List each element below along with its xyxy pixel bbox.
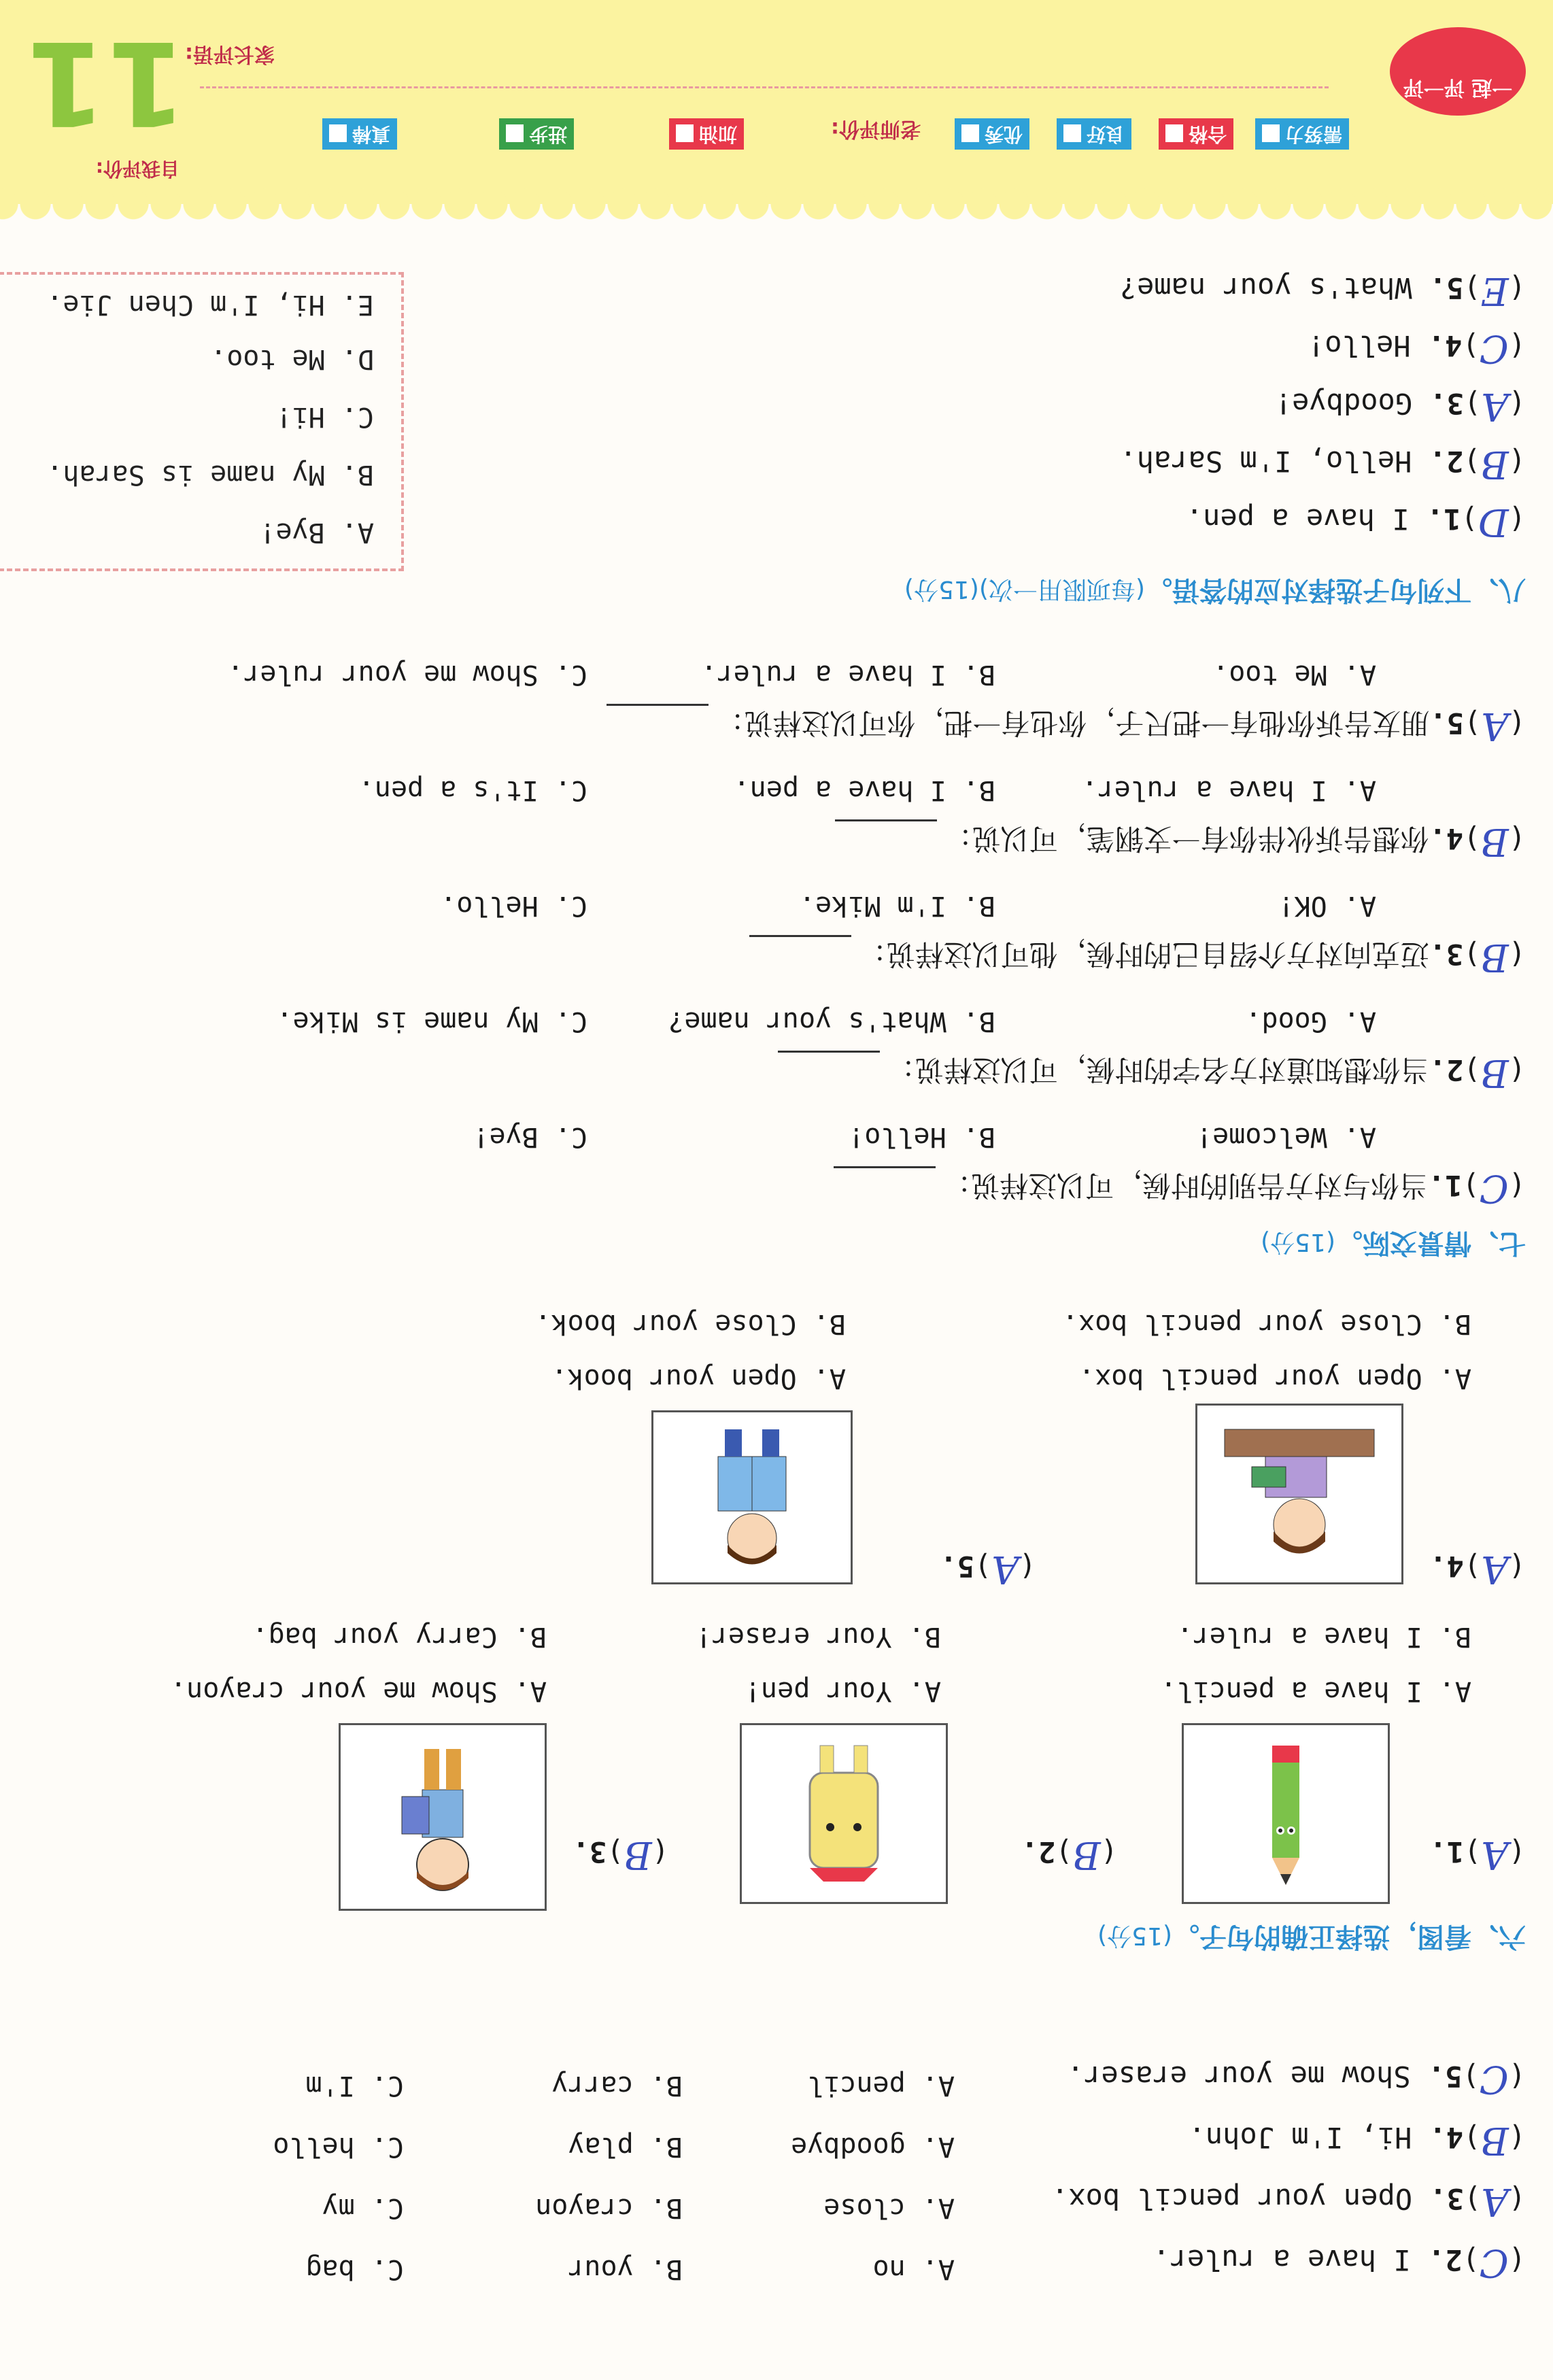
s6-item: (B)2.: [1021, 1833, 1118, 1877]
girl-pencil-box-icon: [1211, 1416, 1388, 1572]
s5-question: (B)4. Hi, I'm John.: [1188, 2118, 1526, 2162]
page-number: 11: [25, 15, 186, 150]
s8-question: (C)4. Hello!: [1307, 326, 1526, 371]
section-7-title: 七、情景交际。(15分): [1261, 1227, 1526, 1259]
s7-option: A. Me too.: [1212, 659, 1376, 690]
teacher-eval-label: 老师评价:: [831, 117, 921, 141]
picture-girl-pencil-box: [1195, 1404, 1403, 1584]
checkbox[interactable]: [676, 124, 694, 142]
s5-question: (C)5. Show me your eraser.: [1066, 2057, 1526, 2101]
s5-option: A. pencil: [807, 2070, 955, 2101]
self-eval-option[interactable]: 真棒: [322, 118, 397, 150]
s8-answer: B: [1480, 442, 1509, 486]
match-option: C. Hi!: [275, 401, 374, 432]
picture-pencil: [1182, 1723, 1390, 1904]
s8-question: (A)3. Goodbye!: [1274, 384, 1526, 428]
s8-answer: A: [1481, 384, 1509, 428]
s7-option: C. It's a pen.: [358, 775, 587, 806]
s6-item: (A)1.: [1429, 1833, 1526, 1877]
s7-option: C. My name is Mike.: [276, 1006, 587, 1037]
section-6-title: 六、看图，选择正确的句子。(15分): [1097, 1921, 1526, 1952]
s5-question: (A)3. Open your pencil box.: [1051, 2179, 1526, 2224]
parent-comment-line: [200, 86, 1329, 88]
section-8-title: 八、下列句子选择对应的答语。(每项限用一次)(15分): [904, 575, 1526, 606]
s5-option: C. my: [322, 2192, 404, 2224]
s5-option: A. close: [823, 2192, 955, 2224]
s5-option: C. bag: [305, 2254, 404, 2285]
s7-option: B. I have a ruler.: [700, 659, 995, 690]
boy-reading-icon: [670, 1423, 834, 1572]
picture-eraser: [740, 1723, 948, 1904]
teacher-eval-option[interactable]: 合格: [1159, 118, 1233, 150]
s6-item: (A)5.: [940, 1547, 1036, 1591]
s6-option: B. Close your book.: [534, 1308, 846, 1340]
checkbox[interactable]: [506, 124, 524, 142]
s6-option: A. Open your pencil box.: [1078, 1363, 1471, 1394]
self-eval-option[interactable]: 加油: [669, 118, 744, 150]
s5-option: C. hello: [273, 2131, 404, 2162]
s8-question: (D)1. I have a pen.: [1185, 500, 1526, 544]
s7-option: C. Show me your ruler.: [227, 659, 587, 690]
picture-boy-reading: [651, 1410, 853, 1584]
s5-option: B. play: [568, 2131, 683, 2162]
checkbox[interactable]: [1165, 124, 1183, 142]
match-option: D. Me too.: [210, 343, 374, 375]
s6-option: A. Your pen!: [745, 1676, 941, 1707]
parent-eval-label: 家长评语:: [185, 42, 275, 66]
s5-option: C. I'm: [305, 2070, 404, 2101]
s7-question: (B)3.迈克向对方介绍自己的时候，他可以这样说：: [749, 935, 1526, 979]
s6-option: B. Carry your bag.: [252, 1621, 547, 1652]
s7-question: (A)5.朋友告诉你他有一把尺子，你也有一把，你可以这样说：: [607, 704, 1526, 748]
s7-question: (B)4.你想告诉伙伴你有一支钢笔，可以说：: [835, 819, 1526, 864]
s7-question: (B)2.当你想知道对方名字的时候，可以这样说：: [778, 1051, 1526, 1095]
s5-option: A. no: [872, 2254, 955, 2285]
s7-question: (C)1.当你与对方告别的时候，可以这样说：: [834, 1166, 1526, 1210]
s5-option: B. carry: [551, 2070, 683, 2101]
header-band: [0, 0, 1553, 204]
s6-item: (A)4.: [1429, 1547, 1526, 1591]
pencil-icon: [1245, 1735, 1327, 1892]
s7-option: C. Bye!: [473, 1121, 587, 1153]
picture-boy-with-bag: [339, 1723, 547, 1911]
s8-answer: D: [1478, 500, 1509, 544]
checkbox[interactable]: [329, 124, 347, 142]
s7-option: A. Good.: [1245, 1006, 1376, 1037]
s7-option: C. Hello.: [440, 890, 587, 921]
s7-option: B. Hello!: [848, 1121, 995, 1153]
s5-option: B. your: [568, 2254, 683, 2285]
s7-option: A. Welcome!: [1196, 1121, 1376, 1153]
checkbox[interactable]: [961, 124, 979, 142]
s5-option: A. goodbye: [791, 2131, 955, 2162]
checkbox[interactable]: [1063, 124, 1081, 142]
checkbox[interactable]: [1262, 124, 1280, 142]
s6-option: B. Your eraser!: [695, 1621, 941, 1652]
s8-answer: C: [1479, 326, 1509, 371]
s6-option: A. I have a pencil.: [1160, 1676, 1471, 1707]
s8-answer: E: [1480, 269, 1509, 313]
self-eval-option[interactable]: 进步: [499, 118, 574, 150]
s8-question: (B)2. Hello, I'm Sarah.: [1119, 442, 1526, 486]
eraser-icon: [776, 1739, 912, 1888]
s7-option: A. OK!: [1278, 890, 1376, 921]
teacher-eval-option[interactable]: 需努力: [1255, 118, 1349, 150]
match-option: B. My name is Sarah.: [46, 459, 374, 490]
answer-options-box: [0, 272, 404, 571]
match-option: A. Bye!: [259, 517, 374, 548]
s6-item: (B)3.: [572, 1833, 669, 1877]
eval-badge: 一起 评一评: [1390, 27, 1526, 116]
teacher-eval-option[interactable]: 优秀: [955, 118, 1029, 150]
s8-question: (E)5. What's your name?: [1119, 269, 1526, 313]
s6-option: B. Close your pencil box.: [1061, 1308, 1471, 1340]
self-eval-label: 自我评价:: [95, 158, 180, 180]
boy-with-bag-icon: [385, 1735, 500, 1899]
teacher-eval-option[interactable]: 良好: [1057, 118, 1131, 150]
s7-option: B. What's your name?: [668, 1006, 995, 1037]
s6-option: A. Show me your crayon.: [170, 1676, 547, 1707]
s6-option: A. Open your book.: [551, 1363, 846, 1394]
s5-option: B. crayon: [535, 2192, 683, 2224]
match-option: E. Hi, I'm Chen Jie.: [46, 289, 374, 320]
s7-option: A. I have a ruler.: [1081, 775, 1376, 806]
s6-option: B. I have a ruler.: [1176, 1621, 1471, 1652]
s7-option: B. I'm Mike.: [799, 890, 995, 921]
s7-option: B. I have a pen.: [733, 775, 995, 806]
s5-question: (C)2. I have a ruler.: [1153, 2241, 1526, 2285]
